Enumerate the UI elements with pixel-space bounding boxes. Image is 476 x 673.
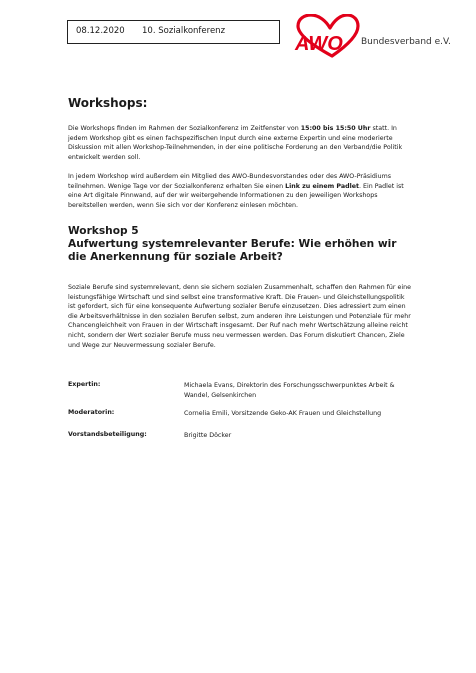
header-date: 08.12.2020	[76, 26, 125, 36]
padlet-link[interactable]: Link zu einem Padlet	[285, 182, 360, 190]
workshop-title: Aufwertung systemrelevanter Berufe: Wie erhöhen wir die Anerkennung für soziale Arbeit?	[68, 238, 397, 263]
organization-name: Bundesverband e.V.	[361, 37, 451, 47]
moderator-value: Cornelia Emili, Vorsitzende Geko-AK Frauen und Gleichstellung	[184, 410, 382, 417]
board-label: Vorstandsbeteiligung:	[68, 431, 147, 438]
awo-logo	[292, 14, 360, 58]
expert-label: Expertin:	[68, 381, 101, 388]
workshop-5-heading	[68, 225, 413, 264]
header-box	[67, 20, 280, 44]
header-conference: 10. Sozialkonferenz	[142, 26, 226, 36]
board-value: Brigitte Döcker	[184, 432, 232, 439]
workshops-intro: Die Workshops finden im Rahmen der Sozialkonferenz im Zeitfenster von 15:00 bis 15:50 Uhr statt. In jedem Workshop gibt es einen fachspezifischen Input durch eine externe Expertin und eine moderierte Diskussion mit allen Workshop-Teilnehmenden, in der eine politische Forderung an den Verband/die Politik entwickelt werden soll.	[68, 125, 403, 161]
padlet-info: In jedem Workshop wird außerdem ein Mitglied des AWO-Bundesvorstandes oder des AWO-Präsidiums teilnehmen. Wenige Tage vor der Sozialkonferenz erhalten Sie einen Link zu einem Padlet. Ein Padlet ist eine Art digitale Pinnwand, auf der wir weitergehende Informationen zu den jeweiligen Workshops bereitstellen werden, wenn Sie sich vor der Konferenz einlesen möchten.	[68, 173, 404, 209]
workshop-time: 15:00 bis 15:50 Uhr	[300, 125, 371, 132]
moderator-label: Moderatorin:	[68, 409, 115, 416]
workshop-description: Soziale Berufe sind systemrelevant, denn sie sichern sozialen Zusammenhalt, schaffen den Rahmen für eine leistungsfähige Wirtschaft und sind selbst eine transformative Kraft. Die Frauen- und Gleichstellungspolitik ist gefordert, sich für eine konsequente Aufwertung sozialer Berufe einzusetzen. Dies adressiert zum einen die Arbeitsverhältnisse in den sozialen Berufen selbst, zum anderen ihre Leistungen und Potenziale für mehr Chancengleichheit von Frauen in der Wirtschaft insgesamt. Der Ruf nach mehr Wertschätzung alleine reicht nicht, sondern der Wert sozialer Berufe muss neu vermessen werden. Das Forum diskutiert Chancen, Ziele und Wege zur Neuvermessung sozialer Berufe.	[68, 284, 411, 349]
workshop-number: Workshop 5	[68, 225, 139, 237]
awo-heart-logo-icon	[292, 14, 360, 58]
expert-value: Michaela Evans, Direktorin des Forschungsschwerpunktes Arbeit & Wandel, Gelsenkirchen	[184, 382, 395, 399]
logo-text: AWO	[295, 33, 343, 55]
workshops-heading: Workshops:	[68, 96, 148, 110]
